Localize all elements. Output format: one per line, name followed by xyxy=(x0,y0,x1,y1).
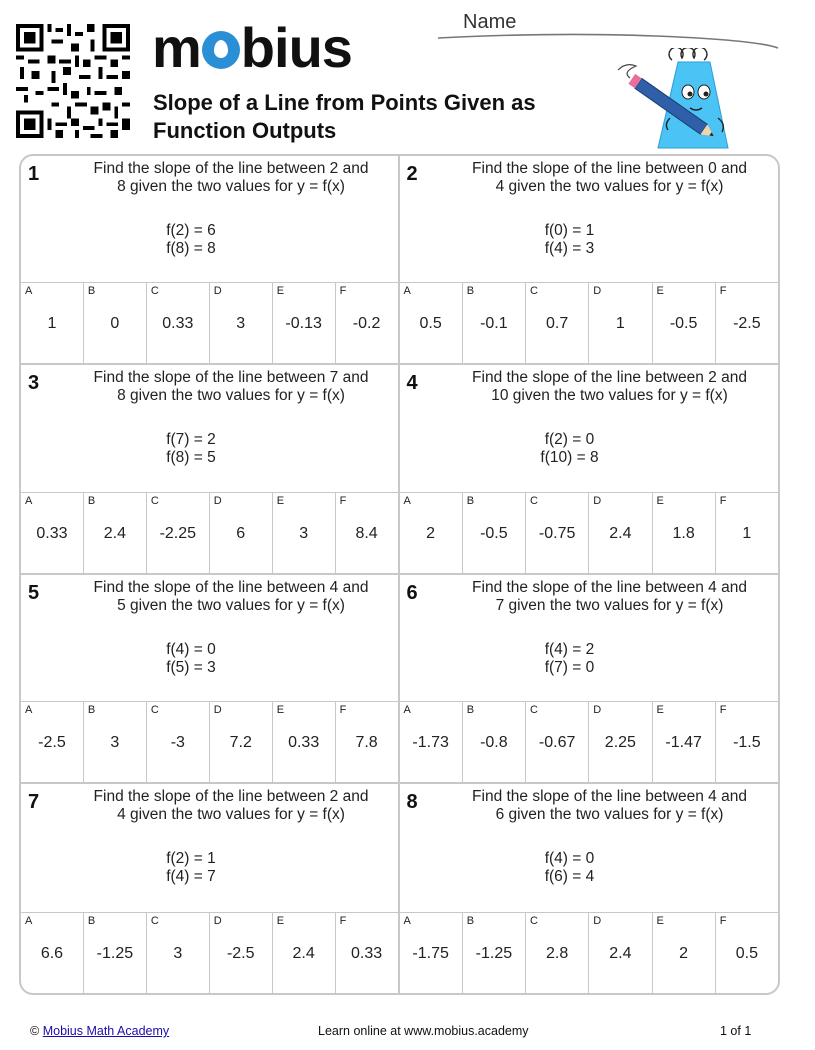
answer-value: 6 xyxy=(236,524,246,542)
given-value: f(2) = 1 xyxy=(166,849,216,867)
question-prompt: Find the slope of the line between 7 and 8 given the two values for y = f(x) xyxy=(93,369,369,405)
given-values xyxy=(400,850,740,886)
answer-letter: E xyxy=(656,915,664,927)
answer-value: -3 xyxy=(170,733,185,751)
answer-value: 3 xyxy=(173,945,183,962)
answer-value: 2 xyxy=(679,945,689,962)
answer-letter: F xyxy=(339,703,347,716)
answer-value: -0.75 xyxy=(538,524,576,542)
answer-letter: A xyxy=(25,494,33,507)
question-card xyxy=(21,784,400,993)
answer-letter: E xyxy=(276,285,285,298)
page-title-line-2: Function Outputs xyxy=(153,118,337,143)
given-value: f(8) = 5 xyxy=(166,449,216,467)
answer-value: 3 xyxy=(236,315,246,333)
answer-letter: A xyxy=(25,285,33,298)
answer-letter: E xyxy=(276,494,285,507)
answer-value: 0.33 xyxy=(351,945,383,962)
answer-letter: F xyxy=(339,285,347,298)
answer-choices xyxy=(400,912,779,993)
answer-choice[interactable] xyxy=(463,493,526,573)
answer-choice[interactable] xyxy=(336,913,398,993)
brand-logo: m bius xyxy=(152,16,352,79)
answer-letter: F xyxy=(719,285,727,298)
question-prompt: Find the slope of the line between 2 and 10 given the two values for y = f(x) xyxy=(472,369,747,405)
answer-value: -2.25 xyxy=(159,524,197,542)
question-prompt: Find the slope of the line between 4 and 6 given the two values for y = f(x) xyxy=(472,787,747,823)
answer-choice[interactable] xyxy=(463,283,526,363)
given-value: f(7) = 0 xyxy=(544,658,595,676)
question-number: 4 xyxy=(406,372,418,395)
answer-value: -1.75 xyxy=(412,945,449,962)
answer-letter: D xyxy=(593,703,602,716)
answer-choices xyxy=(400,701,779,782)
answer-letter: F xyxy=(719,915,727,927)
answer-letter: B xyxy=(87,703,96,716)
answer-value: 2.4 xyxy=(103,524,126,542)
answer-value: 3 xyxy=(110,733,120,751)
answer-letter: E xyxy=(656,494,664,507)
answer-letter: D xyxy=(213,703,222,716)
question-number: 7 xyxy=(28,790,40,813)
answer-choice[interactable] xyxy=(147,283,210,363)
answer-choice[interactable] xyxy=(653,702,716,782)
question-number: 8 xyxy=(406,790,418,813)
answer-choices xyxy=(21,701,398,782)
answer-value: -1.25 xyxy=(475,945,513,962)
footer xyxy=(0,1024,815,1042)
answer-choice[interactable] xyxy=(21,913,84,993)
answer-value: 0 xyxy=(110,315,120,333)
answer-value: -0.5 xyxy=(669,315,698,333)
answer-choice[interactable] xyxy=(589,283,652,363)
answer-choice[interactable] xyxy=(210,493,273,573)
answer-choice[interactable] xyxy=(210,913,273,993)
answer-choice[interactable] xyxy=(84,702,147,782)
answer-choice[interactable] xyxy=(589,493,652,573)
given-value: f(0) = 1 xyxy=(544,222,595,239)
answer-choices xyxy=(400,282,779,363)
answer-value: -1.47 xyxy=(665,733,702,751)
answer-choice[interactable] xyxy=(273,493,336,573)
answer-choice[interactable] xyxy=(716,702,778,782)
answer-choice[interactable] xyxy=(716,283,778,363)
question-prompt: Find the slope of the line between 2 and 8 given the two values for y = f(x) xyxy=(93,160,369,195)
given-values xyxy=(21,222,361,258)
question-number: 2 xyxy=(406,163,418,185)
given-value: f(5) = 3 xyxy=(166,658,216,676)
answer-letter: C xyxy=(530,285,538,298)
answer-choice[interactable] xyxy=(21,702,84,782)
given-value: f(4) = 2 xyxy=(544,640,595,658)
answer-choices xyxy=(21,282,398,363)
question-card xyxy=(400,365,779,574)
answer-choice[interactable] xyxy=(716,493,778,573)
answer-letter: A xyxy=(25,915,33,927)
page-title-line-1: Slope of a Line from Points Given as xyxy=(153,90,536,115)
answer-letter: E xyxy=(276,703,285,716)
given-value: f(2) = 6 xyxy=(166,222,216,239)
footer-learn-online: Learn online at www.mobius.academy xyxy=(318,1024,529,1038)
answer-choice[interactable] xyxy=(273,913,336,993)
answer-value: -1.73 xyxy=(412,733,449,751)
answer-value: -2.5 xyxy=(226,945,255,962)
answer-value: -0.8 xyxy=(480,733,508,751)
answer-choices xyxy=(21,492,398,573)
answer-choice[interactable] xyxy=(400,493,463,573)
given-value: f(8) = 8 xyxy=(166,240,216,257)
given-value: f(4) = 0 xyxy=(544,849,595,867)
answer-choice[interactable] xyxy=(653,493,716,573)
copyright-symbol: © xyxy=(30,1024,40,1038)
answer-value: -0.13 xyxy=(285,315,322,333)
answer-choice[interactable] xyxy=(336,283,398,363)
question-card xyxy=(21,365,400,574)
question-number: 1 xyxy=(28,163,40,185)
answer-letter: C xyxy=(150,915,159,927)
answer-choice[interactable] xyxy=(400,283,463,363)
answer-letter: B xyxy=(87,915,96,927)
question-prompt: Find the slope of the line between 4 and 7 given the two values for y = f(x) xyxy=(472,578,747,614)
answer-letter: D xyxy=(213,285,222,298)
answer-value: 1 xyxy=(615,315,625,333)
answer-value: 0.33 xyxy=(162,315,194,333)
answer-letter: B xyxy=(466,494,475,507)
answer-value: 2.4 xyxy=(292,945,315,962)
answer-letter: C xyxy=(150,285,159,298)
answer-value: -0.1 xyxy=(480,315,508,333)
answer-choice[interactable] xyxy=(147,913,210,993)
answer-choice[interactable] xyxy=(526,913,589,993)
answer-letter: D xyxy=(593,285,602,298)
answer-choice[interactable] xyxy=(21,493,84,573)
given-values xyxy=(400,222,740,258)
answer-choice[interactable] xyxy=(653,913,716,993)
answer-value: 0.33 xyxy=(36,524,68,542)
answer-letter: B xyxy=(466,285,475,298)
answer-letter: F xyxy=(719,703,727,716)
answer-letter: B xyxy=(87,494,96,507)
answer-value: 1.8 xyxy=(672,524,695,542)
page-title xyxy=(153,89,623,145)
answer-value: 7.2 xyxy=(229,733,252,751)
answer-letter: F xyxy=(339,915,347,927)
question-number: 6 xyxy=(406,581,418,604)
answer-value: -0.67 xyxy=(538,733,576,751)
answer-letter: A xyxy=(403,703,411,716)
page-number: 1 of 1 xyxy=(720,1024,752,1038)
given-values xyxy=(400,641,740,677)
answer-value: 0.33 xyxy=(288,733,320,751)
answer-letter: E xyxy=(656,703,664,716)
answer-choice[interactable] xyxy=(463,702,526,782)
given-value: f(10) = 8 xyxy=(540,449,599,467)
answer-choice[interactable] xyxy=(716,913,778,993)
logo-drop-icon xyxy=(202,31,240,69)
given-values xyxy=(21,641,361,677)
answer-letter: A xyxy=(403,285,411,298)
answer-choice[interactable] xyxy=(463,913,526,993)
answer-value: 2 xyxy=(426,524,436,542)
answer-letter: B xyxy=(87,285,96,298)
answer-letter: B xyxy=(466,703,475,716)
answer-value: 0.7 xyxy=(546,315,569,333)
answer-value: -0.5 xyxy=(480,524,508,542)
answer-letter: C xyxy=(530,494,538,507)
answer-value: -0.2 xyxy=(352,315,381,333)
footer-academy-link[interactable]: Mobius Math Academy xyxy=(42,1024,170,1038)
answer-letter: D xyxy=(213,915,222,927)
answer-choice[interactable] xyxy=(653,283,716,363)
answer-value: 2.4 xyxy=(609,945,632,962)
answer-letter: A xyxy=(403,494,411,507)
answer-letter: F xyxy=(719,494,727,507)
question-prompt: Find the slope of the line between 2 and 4 given the two values for y = f(x) xyxy=(93,787,369,823)
question-number: 3 xyxy=(28,372,40,395)
given-value: f(7) = 2 xyxy=(166,431,216,449)
answer-choice[interactable] xyxy=(273,283,336,363)
answer-value: -2.5 xyxy=(733,315,761,333)
answer-choice[interactable] xyxy=(273,702,336,782)
answer-value: -1.25 xyxy=(96,945,134,962)
answer-letter: C xyxy=(150,703,159,716)
answer-letter: D xyxy=(213,494,222,507)
mascot-pencil-character-icon xyxy=(610,48,760,158)
name-label: Name xyxy=(463,11,517,33)
footer-copyright xyxy=(30,1024,169,1038)
answer-choices xyxy=(21,912,398,993)
question-prompt: Find the slope of the line between 4 and 5 given the two values for y = f(x) xyxy=(93,578,369,614)
answer-choice[interactable] xyxy=(526,702,589,782)
given-value: f(4) = 0 xyxy=(166,640,216,658)
answer-choice[interactable] xyxy=(589,913,652,993)
given-value: f(2) = 0 xyxy=(544,431,595,449)
answer-value: 1 xyxy=(47,315,57,333)
answer-letter: E xyxy=(276,915,285,927)
given-value: f(4) = 7 xyxy=(166,867,216,885)
question-card xyxy=(400,575,779,784)
answer-choice[interactable] xyxy=(84,283,147,363)
answer-letter: B xyxy=(466,915,475,927)
answer-choice[interactable] xyxy=(147,702,210,782)
answer-choice[interactable] xyxy=(21,283,84,363)
answer-choice[interactable] xyxy=(589,702,652,782)
answer-value: 2.25 xyxy=(604,733,636,751)
answer-value: 2.8 xyxy=(546,945,569,962)
answer-value: 0.5 xyxy=(419,315,442,333)
answer-choice[interactable] xyxy=(400,913,463,993)
question-card xyxy=(21,575,400,784)
given-value: f(4) = 3 xyxy=(544,240,595,257)
question-number: 5 xyxy=(28,581,40,604)
question-grid xyxy=(21,156,778,993)
answer-choice[interactable] xyxy=(84,493,147,573)
answer-letter: F xyxy=(339,494,347,507)
answer-value: 3 xyxy=(299,524,309,542)
given-values xyxy=(21,850,361,886)
answer-value: -1.5 xyxy=(733,733,761,751)
answer-value: 7.8 xyxy=(355,733,378,751)
answer-choice[interactable] xyxy=(336,702,398,782)
answer-letter: C xyxy=(530,703,538,716)
answer-value: 8.4 xyxy=(355,524,378,542)
answer-letter: A xyxy=(25,703,33,716)
answer-choice[interactable] xyxy=(147,493,210,573)
answer-choice[interactable] xyxy=(526,493,589,573)
answer-choice[interactable] xyxy=(210,283,273,363)
given-value: f(6) = 4 xyxy=(544,867,595,885)
answer-value: -2.5 xyxy=(38,733,66,751)
answer-choice[interactable] xyxy=(526,283,589,363)
answer-letter: A xyxy=(403,915,411,927)
answer-letter: D xyxy=(593,494,602,507)
answer-letter: E xyxy=(656,285,664,298)
question-card xyxy=(400,784,779,993)
worksheet xyxy=(19,154,780,995)
answer-choice[interactable] xyxy=(210,702,273,782)
given-values xyxy=(21,431,361,467)
answer-choice[interactable] xyxy=(336,493,398,573)
answer-value: 6.6 xyxy=(40,945,64,962)
question-card xyxy=(400,156,779,365)
answer-letter: D xyxy=(593,915,602,927)
answer-letter: C xyxy=(530,915,538,927)
question-card xyxy=(21,156,400,365)
answer-choice[interactable] xyxy=(400,702,463,782)
question-prompt: Find the slope of the line between 0 and 4 given the two values for y = f(x) xyxy=(472,160,747,195)
qr-code-icon xyxy=(16,24,130,138)
answer-value: 2.4 xyxy=(609,524,632,542)
answer-letter: C xyxy=(150,494,159,507)
answer-value: 0.5 xyxy=(735,945,758,962)
answer-value: 1 xyxy=(742,524,752,542)
answer-choice[interactable] xyxy=(84,913,147,993)
given-values xyxy=(400,431,740,467)
answer-choices xyxy=(400,492,779,573)
